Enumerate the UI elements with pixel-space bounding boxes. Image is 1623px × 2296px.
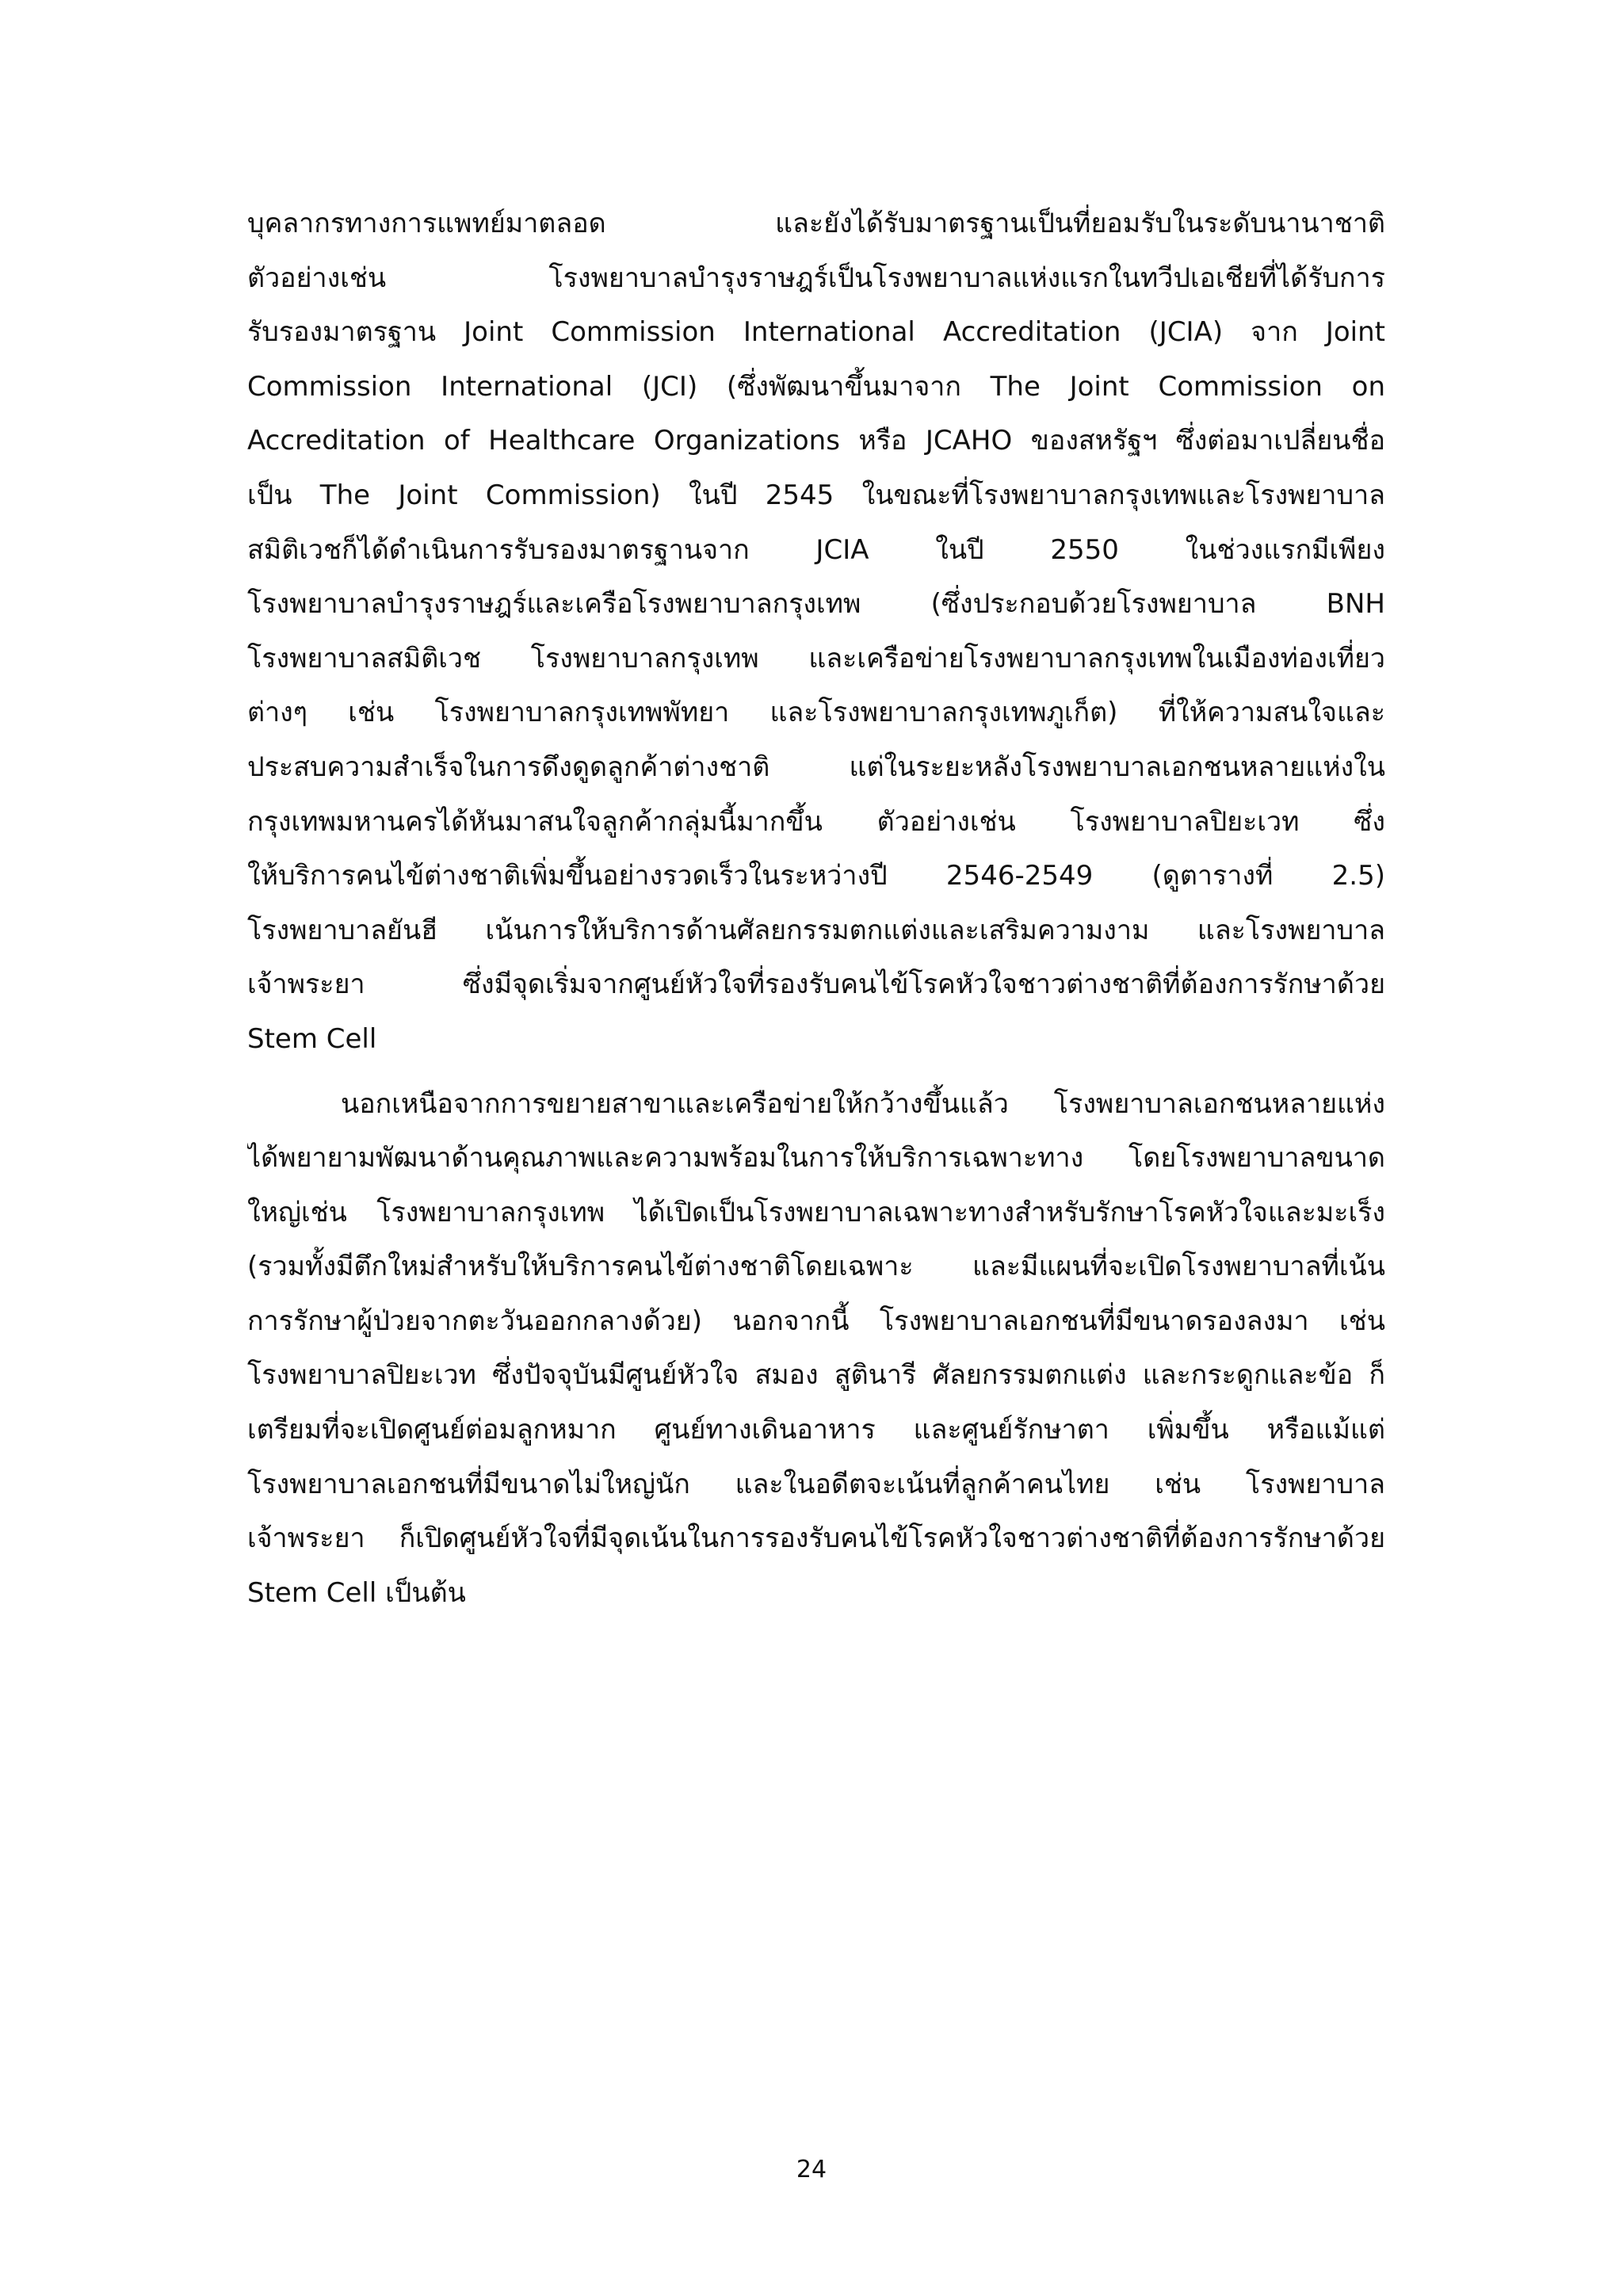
text-line: กรุงเทพมหานครได้หันมาสนใจลูกค้ากลุ่มนี้มากขึ้น ตัวอย่างเช่น โรงพยาบาลปิยะเวท ซึ่ง: [247, 805, 1385, 838]
text-line: Accreditation of Healthcare Organizations หรือ JCAHO ของสหรัฐฯ ซึ่งต่อมาเปลี่ยนชื่อ: [247, 425, 1385, 457]
text-line: ได้พยายามพัฒนาด้านคุณภาพและความพร้อมในการให้บริการเฉพาะทาง โดยโรงพยาบาลขนาด: [247, 1142, 1385, 1175]
text-line: โรงพยาบาลปิยะเวท ซึ่งปัจจุบันมีศูนย์หัวใจ สมอง สูตินารี ศัลยกรรมตกแต่ง และกระดูกและข้อ ก็: [247, 1359, 1385, 1392]
text-line: เตรียมที่จะเปิดศูนย์ต่อมลูกหมาก ศูนย์ทางเดินอาหาร และศูนย์รักษาตา เพิ่มขึ้น หรือแม้แต่: [247, 1414, 1385, 1446]
page-number: 24: [796, 2156, 827, 2183]
text-line: เจ้าพระยา ก็เปิดศูนย์หัวใจที่มีจุดเน้นในการรองรับคนไข้โรคหัวใจชาวต่างชาติที่ต้องการรักษาด้วย: [247, 1522, 1385, 1555]
text-line: รับรองมาตรฐาน Joint Commission International Accreditation (JCIA) จาก Joint: [247, 316, 1385, 349]
body-text: [247, 197, 1385, 1620]
text-line: ประสบความสำเร็จในการดึงดูดลูกค้าต่างชาติ แต่ในระยะหลังโรงพยาบาลเอกชนหลายแห่งใน: [247, 751, 1385, 783]
text-line: สมิติเวชก็ได้ดำเนินการรับรองมาตรฐานจาก JCIA ในปี 2550 ในช่วงแรกมีเพียง: [247, 533, 1385, 566]
text-line: ต่างๆ เช่น โรงพยาบาลกรุงเทพพัทยา และโรงพยาบาลกรุงเทพภูเก็ต) ที่ให้ความสนใจและ: [247, 697, 1385, 729]
paragraph-2: [247, 1077, 1385, 1621]
text-line: โรงพยาบาลสมิติเวช โรงพยาบาลกรุงเทพ และเครือข่ายโรงพยาบาลกรุงเทพในเมืองท่องเที่ยว: [247, 642, 1385, 674]
paragraph-1: [247, 197, 1385, 1067]
text-line: เป็น The Joint Commission) ในปี 2545 ในขณะที่โรงพยาบาลกรุงเทพและโรงพยาบาล: [247, 479, 1385, 511]
text-line: การรักษาผู้ป่วยจากตะวันออกกลางด้วย) นอกจากนี้ โรงพยาบาลเอกชนที่มีขนาดรองลงมา เช่น: [247, 1305, 1385, 1337]
text-line: เจ้าพระยา ซึ่งมีจุดเริ่มจากศูนย์หัวใจที่รองรับคนไข้โรคหัวใจชาวต่างชาติที่ต้องการรักษาด้วย: [247, 968, 1385, 1001]
text-line: ตัวอย่างเช่น โรงพยาบาลบำรุงราษฎร์เป็นโรงพยาบาลแห่งแรกในทวีปเอเชียที่ได้รับการ: [247, 262, 1385, 294]
text-line: ใหญ่เช่น โรงพยาบาลกรุงเทพ ได้เปิดเป็นโรงพยาบาลเฉพาะทางสำหรับรักษาโรคหัวใจและมะเร็ง: [247, 1196, 1385, 1228]
text-line: Stem Cell เป็นต้น: [247, 1576, 466, 1609]
text-line: นอกเหนือจากการขยายสาขาและเครือข่ายให้กว้างขึ้นแล้ว โรงพยาบาลเอกชนหลายแห่ง: [341, 1087, 1385, 1120]
text-line: Stem Cell: [247, 1022, 377, 1055]
text-line: โรงพยาบาลบำรุงราษฎร์และเครือโรงพยาบาลกรุงเทพ (ซึ่งประกอบด้วยโรงพยาบาล BNH: [247, 588, 1385, 621]
text-line: Commission International (JCI) (ซึ่งพัฒนาขึ้นมาจาก The Joint Commission on: [247, 370, 1385, 403]
text-line: (รวมทั้งมีตึกใหม่สำหรับให้บริการคนไข้ต่างชาติโดยเฉพาะ และมีแผนที่จะเปิดโรงพยาบาลที่เน้น: [247, 1251, 1385, 1283]
text-line: บุคลากรทางการแพทย์มาตลอด และยังได้รับมาตรฐานเป็นที่ยอมรับในระดับนานาชาติ: [247, 208, 1385, 239]
text-line: โรงพยาบาลเอกชนที่มีขนาดไม่ใหญ่นัก และในอดีตจะเน้นที่ลูกค้าคนไทย เช่น โรงพยาบาล: [247, 1468, 1385, 1500]
text-line: โรงพยาบาลยันฮี เน้นการให้บริการด้านศัลยกรรมตกแต่งและเสริมความงาม และโรงพยาบาล: [247, 914, 1385, 946]
text-line: ให้บริการคนไข้ต่างชาติเพิ่มขึ้นอย่างรวดเร็วในระหว่างปี 2546-2549 (ดูตารางที่ 2.5): [247, 860, 1385, 892]
